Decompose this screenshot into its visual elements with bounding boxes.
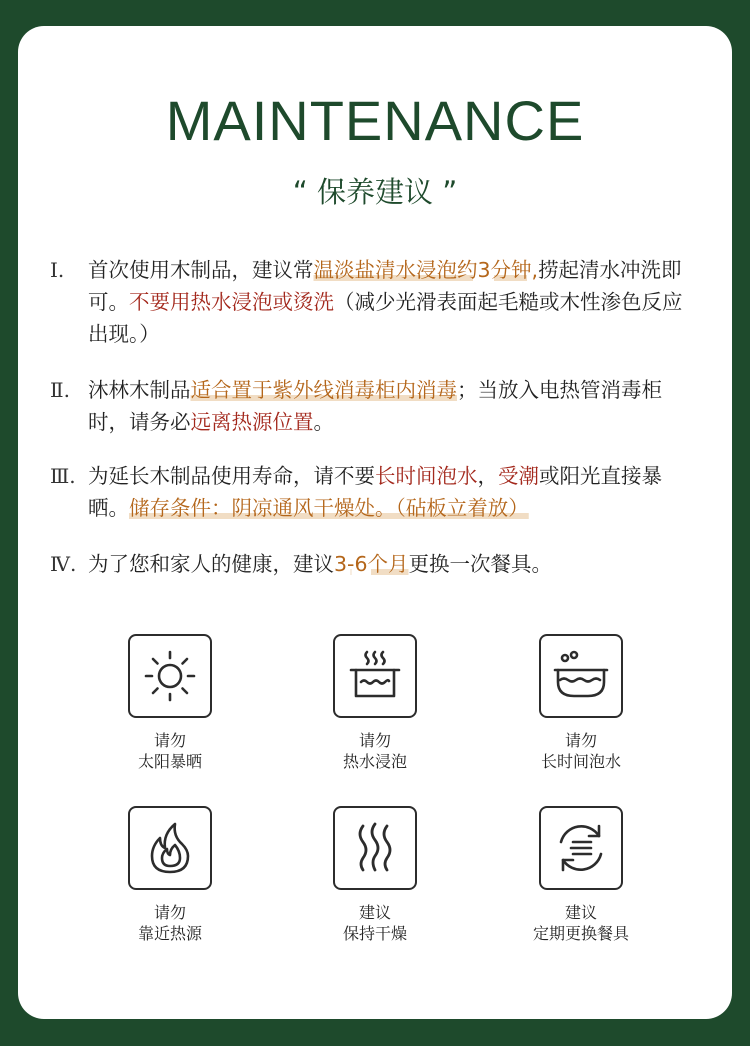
fire-icon	[128, 806, 212, 890]
highlighted-text: 温淡盐清水浸泡约3分钟,	[313, 258, 539, 282]
list-item	[50, 254, 700, 350]
icon-caption-line1: 请勿	[358, 731, 391, 750]
item-text	[88, 254, 700, 350]
cycle-replace-icon	[539, 806, 623, 890]
highlighted-text: 3-6个月	[334, 552, 409, 576]
highlighted-text: 不要用热水浸泡或烫洗	[129, 290, 334, 314]
item-text	[88, 460, 700, 524]
item-text-segment: 首次使用木制品，建议常	[88, 258, 314, 282]
basin-water-icon	[539, 634, 623, 718]
icon-caption-line2: 保持干燥	[342, 924, 407, 943]
highlighted-text: 远离热源位置	[190, 410, 314, 434]
icon-caption-line1: 请勿	[153, 731, 186, 750]
item-number: Ⅳ.	[50, 552, 77, 576]
list-item	[50, 548, 700, 580]
icon-caption-line2: 太阳暴晒	[137, 752, 202, 771]
care-icon-cell	[90, 634, 250, 772]
list-item	[50, 460, 700, 524]
icon-caption-line1: 建议	[358, 903, 391, 922]
item-number: Ⅲ.	[50, 464, 76, 488]
icon-caption-line1: 建议	[564, 903, 597, 922]
item-text	[88, 374, 700, 438]
item-text-segment: （减少光滑表面起毛糙或木性渗色反应出现。）	[88, 290, 683, 346]
page-subtitle: “ 保养建议 ”	[292, 175, 458, 209]
icon-caption-line2: 热水浸泡	[342, 752, 407, 771]
item-text-segment: ；当放入电热管消毒柜时，请务必	[88, 378, 662, 434]
highlighted-text: 长时间泡水	[375, 464, 478, 488]
hot-pot-icon	[333, 634, 417, 718]
item-text-segment: 为延长木制品使用寿命，请不要	[88, 464, 375, 488]
highlighted-text: 适合置于紫外线消毒柜内消毒	[190, 378, 457, 402]
item-text-segment: 为了您和家人的健康，建议	[88, 552, 334, 576]
steam-icon	[333, 806, 417, 890]
icon-caption-line2: 长时间泡水	[540, 752, 621, 771]
page-title: MAINTENANCE	[165, 89, 585, 152]
item-text-segment: 更换一次餐具。	[408, 552, 552, 576]
icon-caption-line1: 请勿	[564, 731, 597, 750]
icon-caption-line1: 请勿	[153, 903, 186, 922]
item-number: Ⅰ.	[50, 258, 65, 282]
care-icon-cell	[501, 634, 661, 772]
icon-caption-line2: 靠近热源	[137, 924, 202, 943]
care-icon-cell	[295, 806, 455, 944]
list-item	[50, 374, 700, 438]
item-number: Ⅱ.	[50, 378, 70, 402]
item-text-segment: 捞起清水冲洗即可。	[88, 258, 682, 314]
item-text-segment: 沐林木制品	[88, 378, 191, 402]
highlighted-text: 受潮	[498, 464, 539, 488]
care-icon-cell	[501, 806, 661, 944]
item-text	[88, 548, 700, 580]
sun-icon	[128, 634, 212, 718]
item-text-segment: ，	[477, 464, 498, 488]
care-icon-cell	[90, 806, 250, 944]
item-text-segment: 或阳光直接暴晒。	[88, 464, 662, 520]
item-text-segment: 。	[313, 410, 334, 434]
care-icon-cell	[295, 634, 455, 772]
highlighted-text: 储存条件：阴凉通风干燥处。（砧板立着放）	[129, 496, 529, 520]
icon-caption-line2: 定期更换餐具	[532, 924, 629, 943]
